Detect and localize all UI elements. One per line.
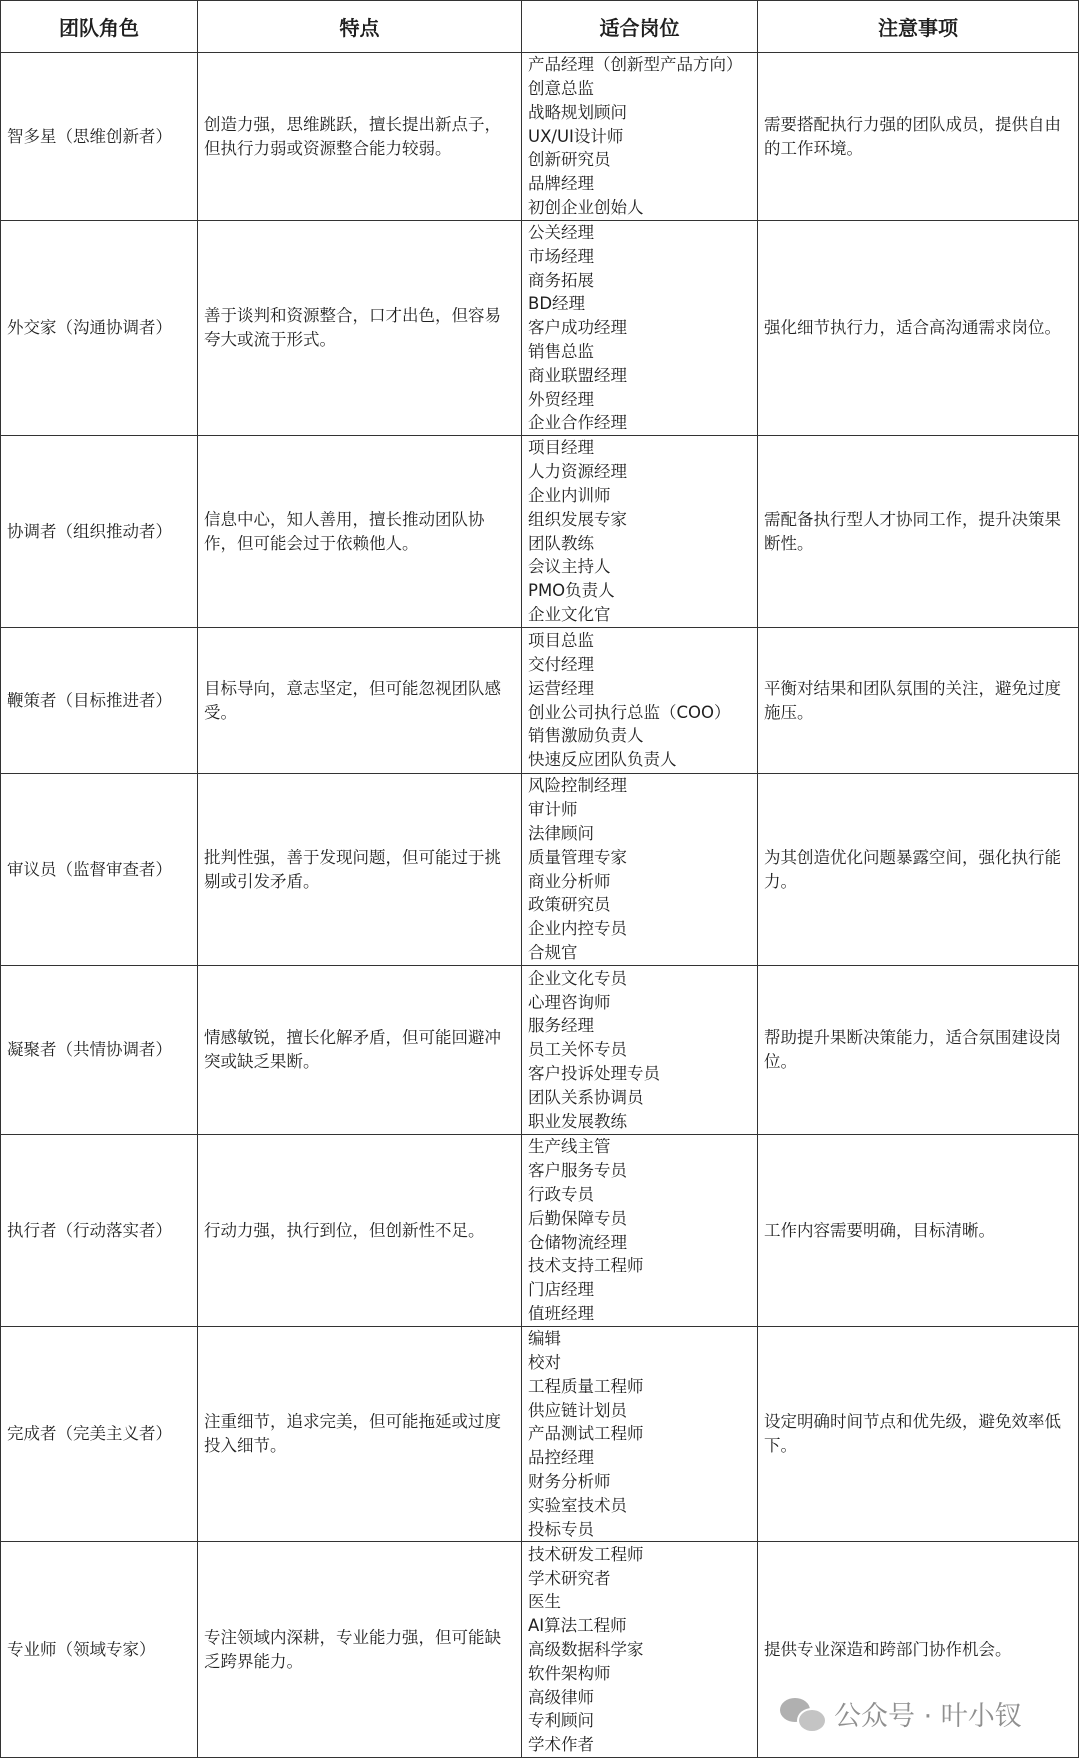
role-cell: 执行者（行动落实者） [1,1135,198,1327]
trait-cell: 情感敏锐，擅长化解矛盾，但可能回避冲突或缺乏果断。 [198,966,522,1135]
job-item: 销售总监 [528,341,594,361]
role-cell: 鞭策者（目标推进者） [1,628,198,774]
job-item: 工程质量工程师 [528,1376,644,1396]
job-item: UX/UI设计师 [528,126,624,146]
role-cell: 协调者（组织推动者） [1,436,198,628]
jobs-cell [522,436,758,628]
job-item: 校对 [528,1352,561,1372]
jobs-list [528,1543,751,1757]
job-item: 商业分析师 [528,871,611,891]
trait-cell: 创造力强，思维跳跃，擅长提出新点子，但执行力弱或资源整合能力较弱。 [198,53,522,221]
job-item: 服务经理 [528,1016,594,1036]
jobs-cell [522,221,758,436]
job-item: 快速反应团队负责人 [528,750,677,770]
note-cell: 为其创造优化问题暴露空间，强化执行能力。 [758,774,1079,966]
job-item: 生产线主管 [528,1137,611,1157]
note-cell: 设定明确时间节点和优先级，避免效率低下。 [758,1327,1079,1542]
job-item: 编辑 [528,1329,561,1349]
job-item: 产品经理（创新型产品方向） [528,55,743,75]
job-item: 财务分析师 [528,1471,611,1491]
job-item: 值班经理 [528,1304,594,1324]
job-item: 学术研究者 [528,1568,611,1588]
job-item: 风险控制经理 [528,776,627,796]
note-cell: 帮助提升果断决策能力，适合氛围建设岗位。 [758,966,1079,1135]
trait-cell: 目标导向，意志坚定，但可能忽视团队感受。 [198,628,522,774]
role-cell: 智多星（思维创新者） [1,53,198,221]
table-row [1,53,1079,221]
header-role: 团队角色 [1,1,198,53]
role-cell: 专业师（领域专家） [1,1542,198,1758]
jobs-list [528,967,751,1134]
job-item: 项目经理 [528,438,594,458]
job-item: AI算法工程师 [528,1616,627,1636]
wechat-icon [780,1696,824,1732]
jobs-cell [522,53,758,221]
job-item: 团队关系协调员 [528,1087,644,1107]
job-item: 人力资源经理 [528,462,627,482]
job-item: 交付经理 [528,655,594,675]
job-item: 企业文化专员 [528,968,627,988]
job-item: 职业发展教练 [528,1111,627,1131]
job-item: 市场经理 [528,246,594,266]
job-item: 商业联盟经理 [528,365,627,385]
table-row [1,774,1079,966]
job-item: 心理咨询师 [528,992,611,1012]
job-item: 会议主持人 [528,557,611,577]
job-item: 技术研发工程师 [528,1544,644,1564]
role-cell: 外交家（沟通协调者） [1,221,198,436]
jobs-list [528,774,751,964]
job-item: 高级数据科学家 [528,1639,644,1659]
jobs-list [528,1327,751,1541]
job-item: 供应链计划员 [528,1400,627,1420]
job-item: 销售激励负责人 [528,726,644,746]
trait-cell: 善于谈判和资源整合，口才出色，但容易夸大或流于形式。 [198,221,522,436]
jobs-list [528,629,751,772]
role-cell: 审议员（监督审查者） [1,774,198,966]
job-item: 医生 [528,1592,561,1612]
job-item: 客户成功经理 [528,318,627,338]
note-cell: 强化细节执行力，适合高沟通需求岗位。 [758,221,1079,436]
jobs-cell [522,1327,758,1542]
job-item: 高级律师 [528,1687,594,1707]
job-item: 企业合作经理 [528,413,627,433]
job-item: 企业内训师 [528,486,611,506]
jobs-cell [522,1542,758,1758]
jobs-list [528,436,751,626]
job-item: 员工关怀专员 [528,1040,627,1060]
role-cell: 凝聚者（共情协调者） [1,966,198,1135]
table-row [1,1327,1079,1542]
job-item: 创业公司执行总监（COO） [528,702,731,722]
header-row [1,1,1079,53]
job-item: 技术支持工程师 [528,1256,644,1276]
job-item: BD经理 [528,294,586,314]
jobs-list [528,53,751,220]
job-item: 门店经理 [528,1280,594,1300]
table-row [1,436,1079,628]
job-item: 产品测试工程师 [528,1424,644,1444]
job-item: 投标专员 [528,1519,594,1539]
jobs-cell [522,966,758,1135]
header-note: 注意事项 [758,1,1079,53]
table-row [1,628,1079,774]
note-cell: 平衡对结果和团队氛围的关注，避免过度施压。 [758,628,1079,774]
jobs-list [528,1135,751,1325]
note-cell: 工作内容需要明确，目标清晰。 [758,1135,1079,1327]
watermark [780,1694,1022,1733]
job-item: 审计师 [528,800,578,820]
job-item: 行政专员 [528,1185,594,1205]
job-item: 品控经理 [528,1448,594,1468]
table-row [1,966,1079,1135]
job-item: 公关经理 [528,223,594,242]
job-item: 企业文化官 [528,605,611,625]
job-item: 创新研究员 [528,150,611,170]
jobs-list [528,221,751,435]
jobs-cell [522,628,758,774]
job-item: 品牌经理 [528,174,594,194]
job-item: 企业内控专员 [528,919,627,939]
note-cell: 需要搭配执行力强的团队成员，提供自由的工作环境。 [758,53,1079,221]
trait-cell: 注重细节，追求完美，但可能拖延或过度投入细节。 [198,1327,522,1542]
job-item: 软件架构师 [528,1663,611,1683]
note-cell: 提供专业深造和跨部门协作机会。 [758,1542,1079,1758]
table-row [1,1135,1079,1327]
jobs-cell [522,1135,758,1327]
job-item: 创意总监 [528,79,594,98]
job-item: 战略规划顾问 [528,102,627,122]
job-item: 后勤保障专员 [528,1208,627,1228]
job-item: 合规官 [528,943,578,963]
role-cell: 完成者（完美主义者） [1,1327,198,1542]
job-item: 初创企业创始人 [528,197,644,217]
table-row [1,221,1079,436]
header-jobs: 适合岗位 [522,1,758,53]
job-item: 客户服务专员 [528,1161,627,1181]
job-item: 项目总监 [528,631,594,651]
header-trait: 特点 [198,1,522,53]
jobs-cell [522,774,758,966]
job-item: 商务拓展 [528,270,594,290]
trait-cell: 行动力强，执行到位，但创新性不足。 [198,1135,522,1327]
trait-cell: 信息中心，知人善用，擅长推动团队协作，但可能会过于依赖他人。 [198,436,522,628]
job-item: 团队教练 [528,533,594,553]
job-item: 组织发展专家 [528,509,627,529]
job-item: 政策研究员 [528,895,611,915]
job-item: 客户投诉处理专员 [528,1064,660,1084]
trait-cell: 批判性强，善于发现问题，但可能过于挑剔或引发矛盾。 [198,774,522,966]
job-item: 学术作者 [528,1735,594,1755]
job-item: 实验室技术员 [528,1495,627,1515]
job-item: 质量管理专家 [528,847,627,867]
job-item: PMO负责人 [528,581,615,601]
job-item: 运营经理 [528,678,594,698]
trait-cell: 专注领域内深耕，专业能力强，但可能缺乏跨界能力。 [198,1542,522,1758]
table-body [1,53,1079,1758]
note-cell: 需配备执行型人才协同工作，提升决策果断性。 [758,436,1079,628]
watermark-text: 公众号 · 叶小钗 [834,1701,1022,1732]
job-item: 专利顾问 [528,1711,594,1731]
job-item: 外贸经理 [528,389,594,409]
job-item: 仓储物流经理 [528,1232,627,1252]
job-item: 法律顾问 [528,824,594,844]
